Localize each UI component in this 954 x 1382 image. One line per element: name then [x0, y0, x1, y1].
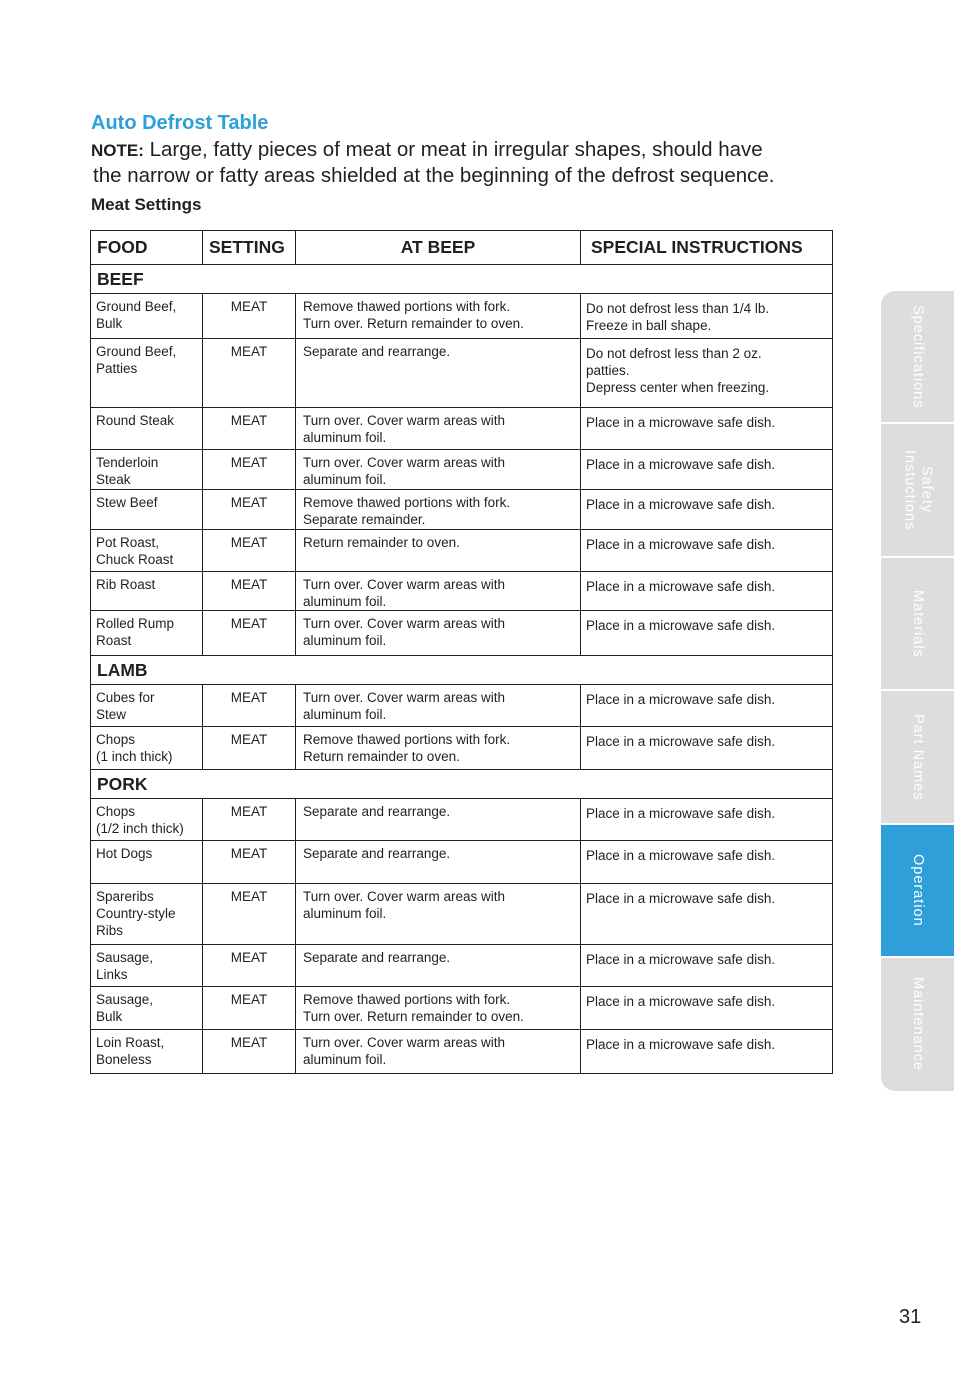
section-label: BEEF — [91, 265, 833, 294]
at-beep-cell: Turn over. Cover warm areas with aluminum foil. — [296, 450, 581, 490]
at-beep-cell: Turn over. Cover warm areas with aluminum foil. — [296, 884, 581, 945]
tab-materials[interactable] — [881, 558, 954, 689]
setting-cell: MEAT — [203, 572, 296, 611]
at-beep-cell: Turn over. Cover warm areas with aluminum foil. — [296, 572, 581, 611]
special-instructions-cell: Place in a microwave safe dish. — [581, 727, 833, 770]
food-cell: Rib Roast — [91, 572, 203, 611]
setting-cell: MEAT — [203, 987, 296, 1030]
special-instructions-cell: Place in a microwave safe dish. — [581, 490, 833, 530]
special-instructions-cell: Place in a microwave safe dish. — [581, 945, 833, 987]
at-beep-cell: Turn over. Cover warm areas with aluminum foil. — [296, 611, 581, 656]
table-row — [91, 727, 833, 770]
table-row — [91, 841, 833, 884]
special-instructions-cell: Place in a microwave safe dish. — [581, 685, 833, 727]
note-text-line-2: the narrow or fatty areas shielded at the beginning of the defrost sequence. — [93, 164, 775, 187]
at-beep-cell: Turn over. Cover warm areas with aluminum foil. — [296, 408, 581, 450]
tab-operation[interactable] — [881, 825, 954, 956]
special-instructions-cell: Place in a microwave safe dish. — [581, 799, 833, 841]
note-label: NOTE: — [91, 141, 144, 160]
at-beep-cell: Separate and rearrange. — [296, 841, 581, 884]
tab-label: Part Names — [910, 713, 926, 801]
special-instructions-cell: Place in a microwave safe dish. — [581, 1030, 833, 1074]
special-instructions-cell: Place in a microwave safe dish. — [581, 530, 833, 572]
header-food: FOOD — [91, 231, 203, 265]
food-cell: Rolled Rump Roast — [91, 611, 203, 656]
special-instructions-cell: Do not defrost less than 1/4 lb. Freeze in ball shape. — [581, 294, 833, 339]
setting-cell: MEAT — [203, 884, 296, 945]
special-instructions-cell: Place in a microwave safe dish. — [581, 572, 833, 611]
table-body — [91, 265, 833, 1074]
at-beep-cell: Separate and rearrange. — [296, 945, 581, 987]
header-special-instructions: SPECIAL INSTRUCTIONS — [581, 231, 833, 265]
at-beep-cell: Remove thawed portions with fork. Turn over. Return remainder to oven. — [296, 294, 581, 339]
tab-specifications[interactable] — [881, 291, 954, 422]
special-instructions-cell: Place in a microwave safe dish. — [581, 450, 833, 490]
setting-cell: MEAT — [203, 530, 296, 572]
special-instructions-cell: Place in a microwave safe dish. — [581, 408, 833, 450]
setting-cell: MEAT — [203, 294, 296, 339]
table-row — [91, 685, 833, 727]
tab-safety-instuctions[interactable] — [881, 424, 954, 556]
section-subheading: Meat Settings — [91, 195, 202, 214]
table-row — [91, 987, 833, 1030]
table-row — [91, 339, 833, 408]
at-beep-cell: Return remainder to oven. — [296, 530, 581, 572]
food-cell: Stew Beef — [91, 490, 203, 530]
food-cell: Spareribs Country-style Ribs — [91, 884, 203, 945]
auto-defrost-table — [90, 230, 833, 1074]
food-cell: Pot Roast, Chuck Roast — [91, 530, 203, 572]
setting-cell: MEAT — [203, 450, 296, 490]
setting-cell: MEAT — [203, 1030, 296, 1074]
table-row — [91, 294, 833, 339]
tab-label: Materials — [910, 589, 926, 658]
table-row — [91, 611, 833, 656]
table-row — [91, 1030, 833, 1074]
table-row — [91, 450, 833, 490]
food-cell: Tenderloin Steak — [91, 450, 203, 490]
section-row — [91, 770, 833, 799]
setting-cell: MEAT — [203, 339, 296, 408]
tab-part-names[interactable] — [881, 691, 954, 823]
food-cell: Chops (1/2 inch thick) — [91, 799, 203, 841]
section-row — [91, 265, 833, 294]
tab-maintenance[interactable] — [881, 958, 954, 1091]
tab-label: Safety Instuctions — [901, 449, 935, 531]
tab-label: Operation — [910, 854, 926, 927]
setting-cell: MEAT — [203, 490, 296, 530]
food-cell: Hot Dogs — [91, 841, 203, 884]
table-row — [91, 530, 833, 572]
food-cell: Sausage, Links — [91, 945, 203, 987]
page-title: Auto Defrost Table — [91, 112, 269, 134]
table-row — [91, 884, 833, 945]
table-row — [91, 945, 833, 987]
side-nav-tabs — [881, 291, 954, 1091]
tab-label: Maintenance — [910, 977, 926, 1072]
setting-cell: MEAT — [203, 727, 296, 770]
special-instructions-cell: Do not defrost less than 2 oz. patties. Depress center when freezing. — [581, 339, 833, 408]
food-cell: Round Steak — [91, 408, 203, 450]
setting-cell: MEAT — [203, 611, 296, 656]
tab-label: Specifications — [910, 304, 926, 409]
setting-cell: MEAT — [203, 945, 296, 987]
header-setting: SETTING — [203, 231, 296, 265]
at-beep-cell: Turn over. Cover warm areas with aluminum foil. — [296, 1030, 581, 1074]
table-row — [91, 572, 833, 611]
special-instructions-cell: Place in a microwave safe dish. — [581, 841, 833, 884]
food-cell: Loin Roast, Boneless — [91, 1030, 203, 1074]
food-cell: Ground Beef, Patties — [91, 339, 203, 408]
setting-cell: MEAT — [203, 799, 296, 841]
at-beep-cell: Remove thawed portions with fork. Separate remainder. — [296, 490, 581, 530]
header-at-beep: AT BEEP — [296, 231, 581, 265]
note-text-line-1: Large, fatty pieces of meat or meat in irregular shapes, should have — [143, 138, 763, 161]
at-beep-cell: Remove thawed portions with fork. Turn over. Return remainder to oven. — [296, 987, 581, 1030]
section-label: LAMB — [91, 656, 833, 685]
table-row — [91, 490, 833, 530]
setting-cell: MEAT — [203, 841, 296, 884]
special-instructions-cell: Place in a microwave safe dish. — [581, 884, 833, 945]
at-beep-cell: Separate and rearrange. — [296, 339, 581, 408]
at-beep-cell: Remove thawed portions with fork. Return remainder to oven. — [296, 727, 581, 770]
special-instructions-cell: Place in a microwave safe dish. — [581, 611, 833, 656]
food-cell: Sausage, Bulk — [91, 987, 203, 1030]
table-row — [91, 408, 833, 450]
food-cell: Cubes for Stew — [91, 685, 203, 727]
page-number: 31 — [899, 1306, 922, 1328]
special-instructions-cell: Place in a microwave safe dish. — [581, 987, 833, 1030]
section-label: PORK — [91, 770, 833, 799]
table-header-row — [91, 231, 833, 265]
food-cell: Ground Beef, Bulk — [91, 294, 203, 339]
setting-cell: MEAT — [203, 685, 296, 727]
section-row — [91, 656, 833, 685]
at-beep-cell: Turn over. Cover warm areas with aluminum foil. — [296, 685, 581, 727]
setting-cell: MEAT — [203, 408, 296, 450]
at-beep-cell: Separate and rearrange. — [296, 799, 581, 841]
table-row — [91, 799, 833, 841]
note-paragraph — [91, 137, 891, 188]
food-cell: Chops (1 inch thick) — [91, 727, 203, 770]
